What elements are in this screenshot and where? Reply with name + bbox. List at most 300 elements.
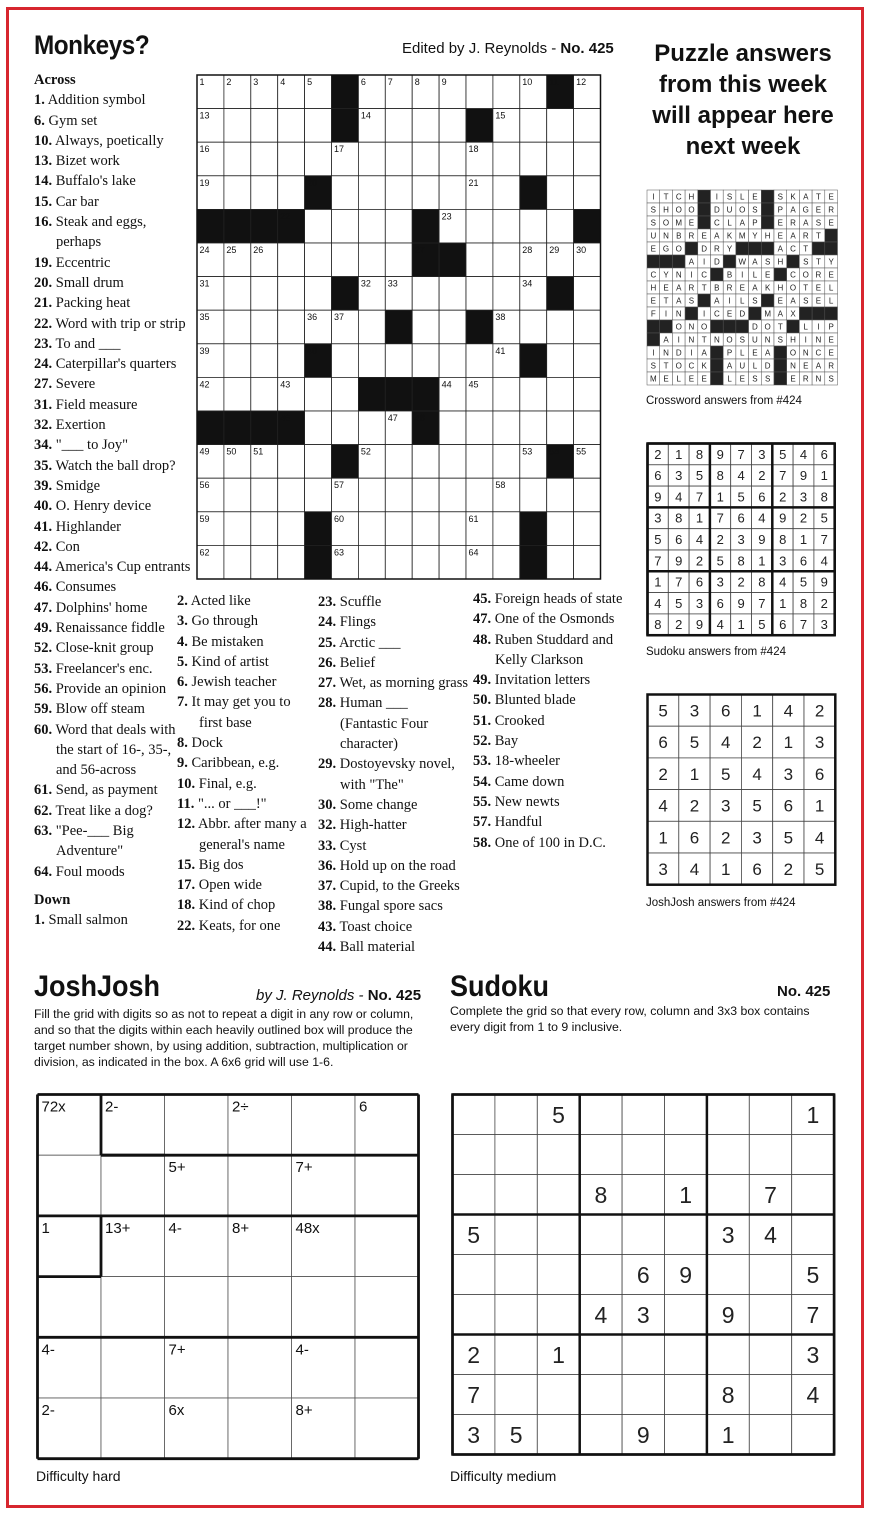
crossword-cell[interactable] — [466, 445, 493, 479]
crossword-cell[interactable] — [493, 445, 520, 479]
prev-letter: S — [752, 205, 758, 215]
prev-joshjosh-digit: 3 — [783, 764, 794, 784]
crossword-cell[interactable] — [358, 512, 385, 546]
crossword-cell[interactable] — [493, 277, 520, 311]
crossword-cell[interactable] — [574, 377, 601, 411]
crossword-clue-number: 2 — [226, 77, 232, 87]
crossword-cell[interactable] — [332, 243, 359, 277]
crossword-cell[interactable] — [412, 277, 439, 311]
clue-number: 1. — [34, 912, 45, 929]
joshjosh-cell[interactable] — [355, 1155, 419, 1216]
prev-letter: E — [752, 348, 758, 358]
prev-sudoku-digit: 5 — [695, 468, 704, 484]
sudoku-cell[interactable] — [495, 1295, 537, 1335]
sudoku-cell[interactable] — [622, 1135, 664, 1175]
crossword-cell[interactable] — [439, 344, 466, 378]
joshjosh-cell[interactable] — [101, 1337, 165, 1398]
clue-text: Con — [52, 538, 80, 555]
crossword-cell[interactable] — [278, 142, 305, 176]
sudoku-cell[interactable] — [707, 1335, 749, 1375]
sudoku-cell[interactable] — [537, 1415, 579, 1455]
crossword-cell[interactable] — [493, 209, 520, 243]
sudoku-cell[interactable] — [537, 1295, 579, 1335]
clue-text: Dolphins' home — [52, 599, 148, 616]
crossword-cell[interactable] — [278, 176, 305, 210]
sudoku-cell[interactable] — [749, 1375, 791, 1415]
crossword-cell[interactable] — [358, 478, 385, 512]
joshjosh-cell[interactable] — [292, 1095, 356, 1156]
prev-joshjosh-digit: 2 — [783, 859, 794, 879]
prev-sudoku-digit: 6 — [799, 553, 808, 569]
crossword-cell[interactable] — [412, 344, 439, 378]
prev-sudoku-digit: 1 — [695, 510, 704, 526]
crossword-cell[interactable] — [251, 344, 278, 378]
clue-number: 58. — [473, 834, 492, 851]
crossword-cell[interactable] — [224, 109, 251, 143]
crossword-cell[interactable] — [385, 545, 412, 579]
crossword-cell[interactable] — [493, 377, 520, 411]
joshjosh-cage-target: 8+ — [295, 1402, 313, 1419]
crossword-cell[interactable] — [305, 445, 332, 479]
crossword-cell[interactable] — [224, 478, 251, 512]
crossword-cell[interactable] — [305, 277, 332, 311]
sudoku-cell[interactable] — [537, 1175, 579, 1215]
crossword-cell[interactable] — [493, 512, 520, 546]
prev-sudoku-digit: 3 — [820, 617, 828, 633]
sudoku-cell[interactable] — [707, 1095, 749, 1135]
crossword-cell[interactable] — [385, 445, 412, 479]
sudoku-cell[interactable] — [792, 1135, 834, 1175]
sudoku-cell[interactable] — [580, 1375, 622, 1415]
crossword-cell[interactable] — [385, 512, 412, 546]
crossword-cell[interactable] — [547, 545, 574, 579]
sudoku-cell[interactable] — [495, 1215, 537, 1255]
crossword-cell[interactable] — [547, 142, 574, 176]
sudoku-cell[interactable] — [792, 1175, 834, 1215]
prev-letter: S — [650, 218, 657, 228]
sudoku-cell[interactable] — [495, 1175, 537, 1215]
crossword-cell[interactable] — [305, 109, 332, 143]
sudoku-cell[interactable] — [580, 1095, 622, 1135]
crossword-cell[interactable] — [278, 478, 305, 512]
crossword-cell[interactable] — [358, 176, 385, 210]
prev-letter: A — [803, 218, 809, 228]
crossword-cell[interactable] — [385, 478, 412, 512]
crossword-cell[interactable] — [466, 277, 493, 311]
crossword-cell[interactable] — [439, 109, 466, 143]
crossword-cell[interactable] — [305, 377, 332, 411]
crossword-cell[interactable] — [251, 176, 278, 210]
sudoku-cell[interactable] — [495, 1335, 537, 1375]
sudoku-cell[interactable] — [580, 1135, 622, 1175]
crossword-cell[interactable] — [385, 344, 412, 378]
prev-sudoku-digit: 1 — [799, 532, 808, 548]
crossword-cell[interactable] — [278, 512, 305, 546]
sudoku-cell[interactable] — [453, 1175, 495, 1215]
prev-letter: P — [777, 205, 784, 215]
prev-letter: I — [664, 309, 668, 319]
crossword-cell[interactable] — [278, 344, 305, 378]
crossword-cell[interactable] — [412, 512, 439, 546]
crossword-cell[interactable] — [547, 411, 574, 445]
crossword-cell[interactable] — [412, 142, 439, 176]
prev-sudoku-digit: 7 — [799, 617, 808, 633]
clue-number: 24. — [318, 614, 337, 631]
crossword-cell[interactable] — [466, 478, 493, 512]
joshjosh-grid — [36, 1093, 424, 1463]
crossword-cell[interactable] — [332, 209, 359, 243]
crossword-cell[interactable] — [278, 109, 305, 143]
prev-joshjosh-digit: 1 — [783, 733, 794, 753]
prev-letter: O — [789, 348, 797, 358]
prev-letter: O — [726, 335, 733, 345]
clue-text: Severe — [52, 376, 96, 393]
crossword-cell[interactable] — [251, 109, 278, 143]
clue-text: Renaissance fiddle — [52, 620, 165, 637]
crossword-cell[interactable] — [439, 445, 466, 479]
joshjosh-instructions: Fill the grid with digits so as not to repeat a digit in any row or column, and so that the digits within each heavily outlined box will produce the target number shown, by using addition, subtraction, multiplication or division, as indicated in the box. A 6x6 grid will use 1-6. — [34, 1007, 414, 1069]
prev-sudoku-digit: 1 — [779, 595, 787, 611]
prev-sudoku-digit: 5 — [758, 617, 766, 633]
clue-number: 43. — [318, 918, 337, 935]
clue-text: "___ to Joy" — [52, 437, 129, 454]
prev-black-square — [672, 255, 685, 268]
sudoku-cell[interactable] — [749, 1095, 791, 1135]
prev-letter: M — [738, 231, 746, 241]
crossword-cell[interactable] — [547, 310, 574, 344]
crossword-cell[interactable] — [466, 75, 493, 109]
clue-item — [177, 591, 317, 611]
sudoku-cell[interactable] — [495, 1375, 537, 1415]
crossword-cell[interactable] — [251, 478, 278, 512]
crossword-cell[interactable] — [358, 344, 385, 378]
joshjosh-cage-target: 5+ — [168, 1159, 186, 1177]
crossword-cell[interactable] — [305, 142, 332, 176]
crossword-cell[interactable] — [358, 142, 385, 176]
prev-letter: T — [663, 361, 669, 371]
crossword-cell[interactable] — [278, 243, 305, 277]
crossword-cell[interactable] — [520, 411, 547, 445]
crossword-cell[interactable] — [493, 243, 520, 277]
prev-joshjosh-digit: 1 — [658, 828, 668, 848]
crossword-cell[interactable] — [466, 344, 493, 378]
crossword-cell[interactable] — [439, 310, 466, 344]
prev-letter: N — [675, 309, 682, 319]
crossword-cell[interactable] — [412, 545, 439, 579]
crossword-cell[interactable] — [574, 142, 601, 176]
crossword-cell[interactable] — [305, 478, 332, 512]
clue-number: 17. — [177, 877, 196, 894]
crossword-cell[interactable] — [493, 142, 520, 176]
crossword-clue-number: 4 — [280, 77, 286, 87]
crossword-cell[interactable] — [412, 109, 439, 143]
sudoku-cell[interactable] — [453, 1135, 495, 1175]
sudoku-cell[interactable] — [665, 1415, 707, 1455]
crossword-cell[interactable] — [520, 209, 547, 243]
crossword-cell[interactable] — [224, 142, 251, 176]
prev-letter: N — [688, 335, 695, 345]
crossword-clue-number: 35 — [199, 312, 210, 323]
crossword-cell[interactable] — [439, 478, 466, 512]
sudoku-cell[interactable] — [665, 1375, 707, 1415]
prev-joshjosh-digit: 2 — [752, 733, 762, 753]
crossword-cell[interactable] — [574, 176, 601, 210]
sudoku-cell[interactable] — [537, 1375, 579, 1415]
crossword-clue-number: 56 — [199, 480, 210, 491]
sudoku-number: No. 425 — [777, 983, 831, 1000]
crossword-cell[interactable] — [332, 176, 359, 210]
clue-text: Ruben Studdard and Kelly Clarkson — [491, 631, 614, 668]
sudoku-cell[interactable] — [792, 1215, 834, 1255]
prev-letter: A — [714, 231, 720, 241]
crossword-clue-number: 55 — [576, 446, 587, 457]
crossword-cell[interactable] — [439, 142, 466, 176]
sudoku-cell[interactable] — [580, 1415, 622, 1455]
sudoku-cell[interactable] — [580, 1255, 622, 1295]
crossword-cell[interactable] — [385, 142, 412, 176]
crossword-cell[interactable] — [466, 411, 493, 445]
sudoku-cell[interactable] — [537, 1135, 579, 1175]
sudoku-cell[interactable] — [749, 1255, 791, 1295]
joshjosh-cell[interactable] — [38, 1277, 102, 1338]
crossword-cell[interactable] — [466, 209, 493, 243]
sudoku-cell[interactable] — [622, 1375, 664, 1415]
joshjosh-cell[interactable] — [355, 1337, 419, 1398]
clue-number: 9. — [177, 755, 188, 772]
crossword-cell[interactable] — [520, 310, 547, 344]
crossword-cell[interactable] — [574, 109, 601, 143]
clue-number: 8. — [177, 735, 188, 752]
sudoku-cell[interactable] — [622, 1095, 664, 1135]
clue-item — [34, 910, 194, 930]
crossword-cell[interactable] — [332, 344, 359, 378]
crossword-cell[interactable] — [439, 411, 466, 445]
sudoku-cell[interactable] — [707, 1255, 749, 1295]
sudoku-cell[interactable] — [665, 1095, 707, 1135]
joshjosh-cell[interactable] — [165, 1095, 229, 1156]
sudoku-cell[interactable] — [453, 1295, 495, 1335]
crossword-cell[interactable] — [493, 411, 520, 445]
crossword-cell[interactable] — [358, 209, 385, 243]
sudoku-cell[interactable] — [453, 1255, 495, 1295]
crossword-cell[interactable] — [493, 75, 520, 109]
joshjosh-cage-target: 4- — [41, 1341, 55, 1359]
joshjosh-cell[interactable] — [38, 1155, 102, 1216]
crossword-cell[interactable] — [251, 277, 278, 311]
crossword-cell[interactable] — [251, 377, 278, 411]
sudoku-cell[interactable] — [792, 1415, 834, 1455]
crossword-cell[interactable] — [574, 478, 601, 512]
joshjosh-cell[interactable] — [101, 1398, 165, 1459]
joshjosh-cell[interactable] — [228, 1277, 292, 1338]
crossword-cell[interactable] — [574, 512, 601, 546]
joshjosh-cell[interactable] — [355, 1216, 419, 1277]
crossword-cell[interactable] — [520, 109, 547, 143]
joshjosh-cell[interactable] — [165, 1277, 229, 1338]
crossword-cell[interactable] — [574, 411, 601, 445]
joshjosh-cell[interactable] — [228, 1398, 292, 1459]
joshjosh-cell[interactable] — [101, 1155, 165, 1216]
sudoku-cell[interactable] — [622, 1215, 664, 1255]
crossword-cell[interactable] — [493, 545, 520, 579]
prev-sudoku-digit: 1 — [675, 446, 683, 462]
crossword-cell[interactable] — [385, 243, 412, 277]
sudoku-cell[interactable] — [749, 1335, 791, 1375]
prev-letter: T — [777, 322, 783, 332]
crossword-cell[interactable] — [224, 377, 251, 411]
prev-letter: S — [764, 257, 771, 267]
prev-letter: S — [764, 374, 771, 384]
crossword-cell[interactable] — [547, 512, 574, 546]
crossword-cell[interactable] — [332, 377, 359, 411]
prev-sudoku-digit: 5 — [820, 510, 828, 526]
crossword-cell[interactable] — [385, 209, 412, 243]
clue-item — [473, 609, 623, 629]
crossword-cell[interactable] — [224, 310, 251, 344]
crossword-cell[interactable] — [278, 310, 305, 344]
clue-number: 16. — [34, 214, 53, 231]
crossword-cell[interactable] — [224, 277, 251, 311]
sudoku-cell[interactable] — [665, 1295, 707, 1335]
crossword-cell[interactable] — [547, 109, 574, 143]
prev-letter: E — [828, 348, 834, 358]
crossword-cell[interactable] — [385, 109, 412, 143]
crossword-cell[interactable] — [439, 277, 466, 311]
sudoku-cell[interactable] — [622, 1335, 664, 1375]
joshjosh-cell[interactable] — [228, 1155, 292, 1216]
sudoku-cell[interactable] — [665, 1215, 707, 1255]
sudoku-cell[interactable] — [622, 1175, 664, 1215]
sudoku-cell[interactable] — [580, 1215, 622, 1255]
crossword-cell[interactable] — [251, 512, 278, 546]
prev-black-square — [660, 320, 673, 333]
crossword-cell[interactable] — [574, 344, 601, 378]
crossword-cell[interactable] — [412, 478, 439, 512]
crossword-cell[interactable] — [224, 176, 251, 210]
joshjosh-cage-target: 7+ — [295, 1159, 313, 1177]
crossword-cell[interactable] — [574, 310, 601, 344]
prev-letter: R — [802, 231, 809, 241]
sudoku-cell[interactable] — [453, 1095, 495, 1135]
clue-text: Caterpillar's quarters — [52, 356, 177, 373]
crossword-cell[interactable] — [251, 142, 278, 176]
crossword-editor — [402, 40, 614, 57]
crossword-cell[interactable] — [305, 209, 332, 243]
crossword-cell[interactable] — [358, 243, 385, 277]
joshjosh-cell[interactable] — [101, 1277, 165, 1338]
sudoku-cell[interactable] — [665, 1135, 707, 1175]
crossword-cell[interactable] — [358, 545, 385, 579]
sudoku-cell[interactable] — [665, 1335, 707, 1375]
crossword-cell[interactable] — [251, 310, 278, 344]
prev-black-square — [761, 203, 774, 216]
prev-black-square — [749, 242, 762, 255]
crossword-cell[interactable] — [439, 545, 466, 579]
prev-black-square — [761, 294, 774, 307]
prev-letter: I — [703, 257, 706, 267]
crossword-cell[interactable] — [305, 411, 332, 445]
crossword-cell[interactable] — [278, 277, 305, 311]
crossword-cell[interactable] — [412, 445, 439, 479]
crossword-cell[interactable] — [574, 277, 601, 311]
crossword-cell[interactable] — [385, 176, 412, 210]
joshjosh-cell[interactable] — [228, 1337, 292, 1398]
clue-text: Keats, for one — [195, 917, 281, 934]
crossword-cell[interactable] — [305, 243, 332, 277]
sudoku-cell[interactable] — [749, 1295, 791, 1335]
crossword-cell[interactable] — [278, 545, 305, 579]
crossword-cell[interactable] — [547, 377, 574, 411]
crossword-cell[interactable] — [547, 478, 574, 512]
crossword-cell[interactable] — [224, 344, 251, 378]
crossword-cell[interactable] — [224, 512, 251, 546]
sudoku-cell[interactable] — [749, 1415, 791, 1455]
crossword-cell[interactable] — [574, 545, 601, 579]
prev-letter: D — [675, 348, 682, 358]
prev-letter: A — [790, 296, 796, 306]
joshjosh-cell[interactable] — [355, 1277, 419, 1338]
crossword-cell[interactable] — [278, 445, 305, 479]
crossword-cell[interactable] — [520, 377, 547, 411]
clue-text: Word that deals with the start of 16-, 35-, and 56-across — [52, 721, 176, 779]
prev-letter: H — [663, 205, 669, 215]
sudoku-cell[interactable] — [495, 1095, 537, 1135]
clue-text: Packing heat — [52, 295, 131, 312]
prev-sudoku-digit: 5 — [675, 595, 683, 611]
sudoku-digit: 7 — [764, 1181, 777, 1208]
joshjosh-cell[interactable] — [355, 1398, 419, 1459]
prev-letter: I — [652, 192, 655, 202]
sudoku-cell[interactable] — [495, 1255, 537, 1295]
clue-number: 31. — [34, 396, 53, 413]
crossword-cell[interactable] — [466, 243, 493, 277]
prev-letter: K — [790, 192, 796, 202]
crossword-clue-number: 60 — [334, 513, 345, 524]
crossword-cell[interactable] — [358, 310, 385, 344]
sudoku-cell[interactable] — [537, 1255, 579, 1295]
crossword-cell[interactable] — [547, 344, 574, 378]
crossword-cell[interactable] — [439, 512, 466, 546]
joshjosh-cell[interactable] — [292, 1277, 356, 1338]
sudoku-cell[interactable] — [580, 1335, 622, 1375]
crossword-clue-number: 24 — [199, 245, 210, 255]
sudoku-cell[interactable] — [707, 1175, 749, 1215]
sudoku-cell[interactable] — [749, 1135, 791, 1175]
clue-number: 22. — [34, 315, 53, 332]
crossword-cell[interactable] — [520, 478, 547, 512]
crossword-cell[interactable] — [547, 209, 574, 243]
prev-sudoku-digit: 3 — [675, 468, 683, 484]
crossword-cell[interactable] — [493, 176, 520, 210]
crossword-cell[interactable] — [332, 411, 359, 445]
prev-letter: C — [790, 270, 796, 280]
crossword-cell[interactable] — [358, 411, 385, 445]
sudoku-cell[interactable] — [707, 1135, 749, 1175]
crossword-cell[interactable] — [520, 142, 547, 176]
crossword-cell[interactable] — [547, 176, 574, 210]
crossword-cell[interactable] — [224, 545, 251, 579]
crossword-cell[interactable] — [251, 545, 278, 579]
crossword-cell[interactable] — [412, 310, 439, 344]
clue-text: Gym set — [44, 112, 98, 129]
crossword-cell[interactable] — [412, 176, 439, 210]
sudoku-cell[interactable] — [537, 1215, 579, 1255]
crossword-black-square — [547, 277, 574, 311]
crossword-cell[interactable] — [439, 176, 466, 210]
sudoku-cell[interactable] — [495, 1135, 537, 1175]
clue-number: 41. — [34, 518, 53, 535]
prev-letter: W — [738, 257, 747, 267]
